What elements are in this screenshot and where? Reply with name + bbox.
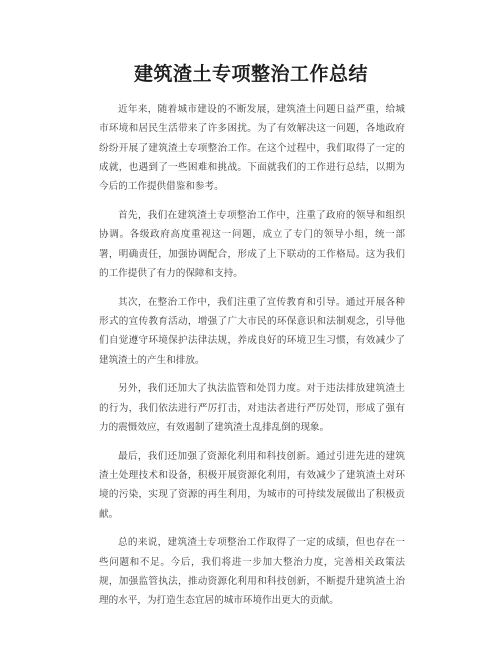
paragraph-innovation: 最后，我们还加强了资源化利用和科技创新。通过引进先进的建筑渣土处理技术和设备，积极开展资源化利用，有效减少了建筑渣土对环境的污染，实现了资源的再生利用，为城市的可持续发展做出了积极贡献。 [99,450,405,520]
document-body [99,100,405,620]
paragraph-enforcement: 另外，我们还加大了执法监管和处罚力度。对于违法排放建筑渣土的行为，我们依法进行严厉打击，对违法者进行严厉处罚，形成了强有力的震慑效应，有效遏制了建筑渣土乱排乱倒的现象。 [99,383,405,433]
paragraph-conclusion: 总的来说，建筑渣土专项整治工作取得了一定的成绩，但也存在一些问题和不足。今后，我们将进一步加大整治力度，完善相关政策法规，加强监管执法，推动资源化利用和科技创新，不断提升建筑渣土治理的水平，为打造生态宜居的城市环境作出更大的贡献。 [99,537,405,607]
document-title: 建筑渣土专项整治工作总结 [133,63,368,85]
paragraph-introduction: 近年来，随着城市建设的不断发展，建筑渣土问题日益严重，给城市环境和居民生活带来了许多困扰。为了有效解决这一问题，各地政府纷纷开展了建筑渣土专项整治工作。在这个过程中，我们取得了一定的成就，也遇到了一些困难和挑战。下面就我们的工作进行总结，以期为今后的工作提供借鉴和参考。 [99,104,405,193]
paragraph-education: 其次，在整治工作中，我们注重了宣传教育和引导。通过开展各种形式的宣传教育活动，增强了广大市民的环保意识和法制观念，引导他们自觉遵守环境保护法律法规，养成良好的环境卫生习惯，有效减少了建筑渣土的产生和排放。 [99,296,405,366]
paragraph-leadership: 首先，我们在建筑渣土专项整治工作中，注重了政府的领导和组织协调。各级政府高度重视这一问题，成立了专门的领导小组，统一部署，明确责任，加强协调配合，形成了上下联动的工作格局。这为我们的工作提供了有力的保障和支持。 [99,209,405,279]
